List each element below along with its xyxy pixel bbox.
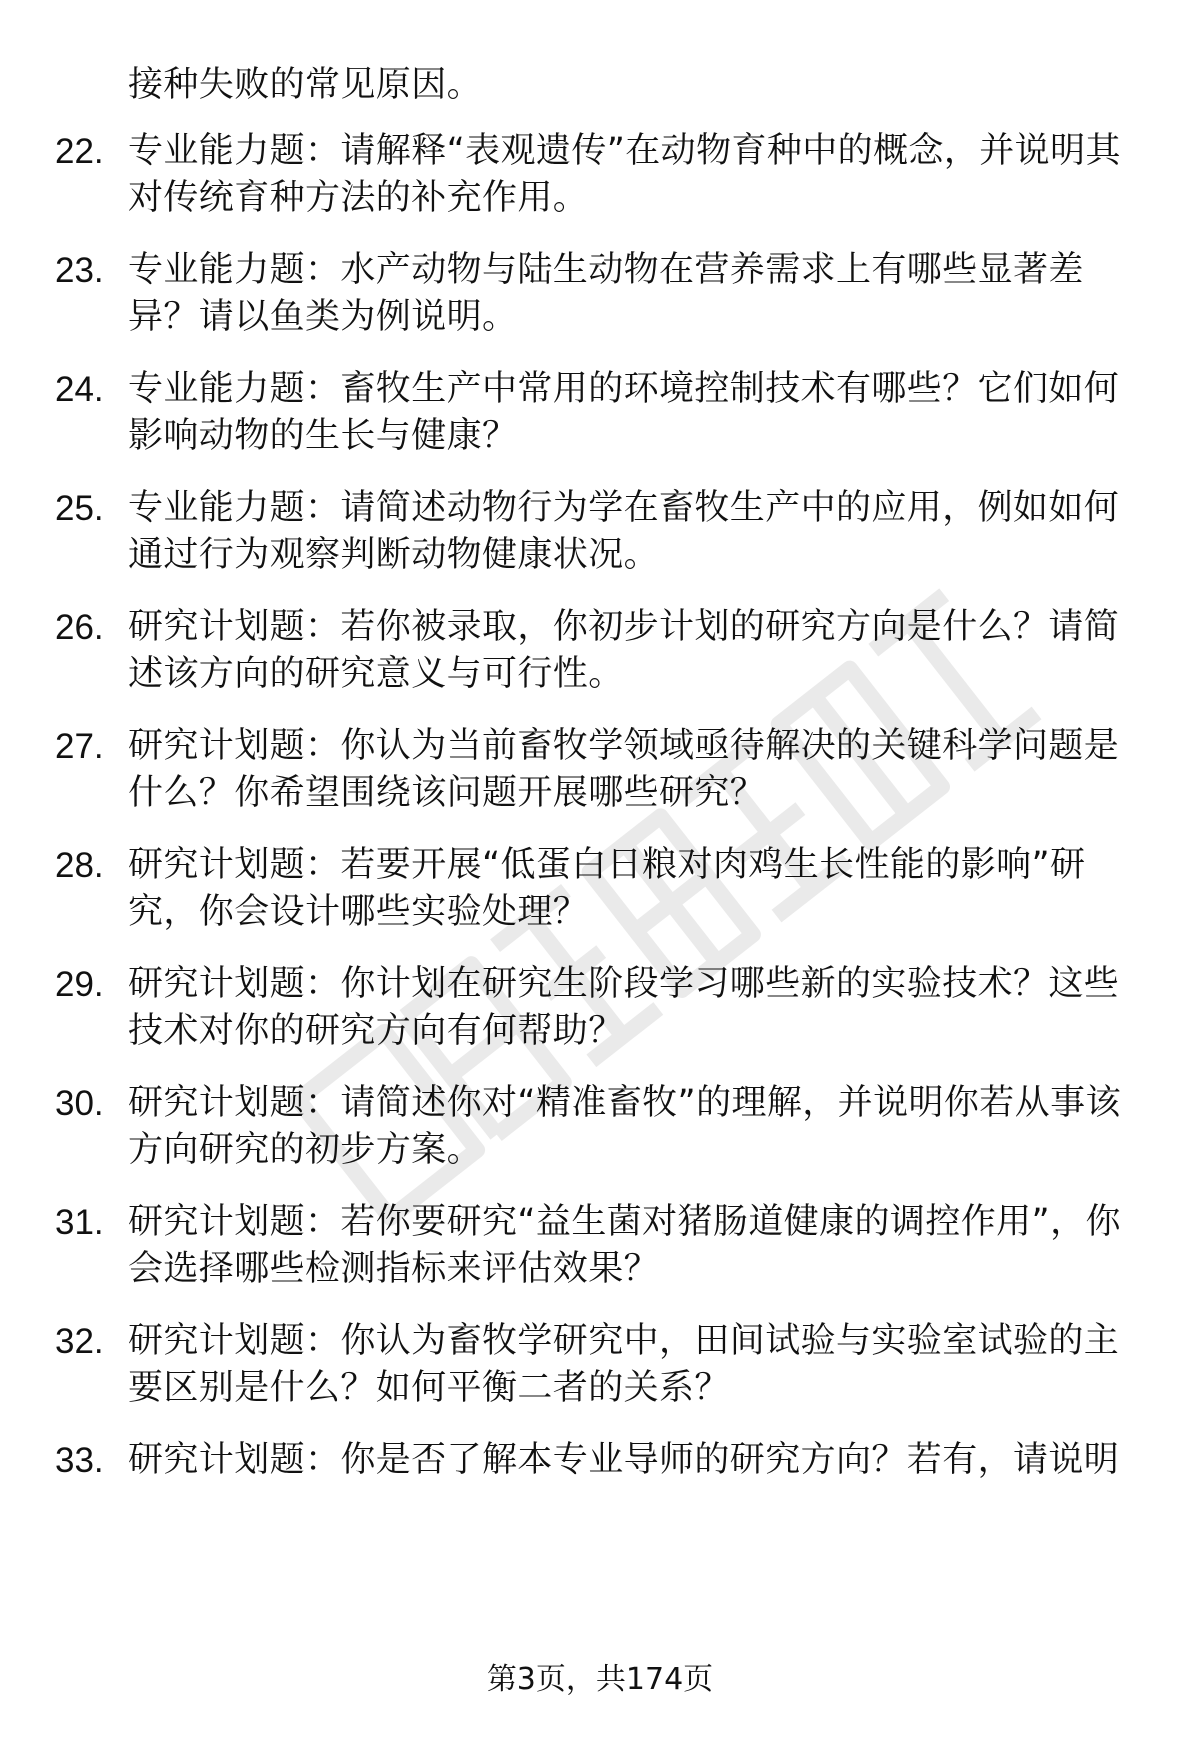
question-item [55, 247, 1145, 341]
continuation-text: 接种失败的常见原因。 [128, 65, 483, 105]
question-item [55, 1199, 1145, 1293]
question-text: 研究计划题：若要开展“低蛋白日粮对肉鸡生长性能的影响”研究，你会设计哪些实验处理？ [128, 845, 1086, 932]
question-number: 26. [55, 608, 104, 647]
question-text: 研究计划题：你认为畜牧学研究中，田间试验与实验室试验的主要区别是什么？如何平衡二者的关系？ [128, 1321, 1120, 1408]
question-text: 研究计划题：你计划在研究生阶段学习哪些新的实验技术？这些技术对你的研究方向有何帮助？ [128, 964, 1120, 1051]
question-number: 27. [55, 727, 104, 766]
question-text: 专业能力题：请解释“表观遗传”在动物育种中的概念，并说明其对传统育种方法的补充作用。 [128, 131, 1121, 218]
question-number: 29. [55, 965, 104, 1004]
question-number: 30. [55, 1084, 104, 1123]
question-text: 专业能力题：畜牧生产中常用的环境控制技术有哪些？它们如何影响动物的生长与健康？ [128, 369, 1120, 456]
question-item [55, 723, 1145, 817]
question-text: 研究计划题：若你要研究“益生菌对猪肠道健康的调控作用”，你会选择哪些检测指标来评估效果？ [128, 1202, 1121, 1289]
question-item [55, 1318, 1145, 1412]
question-text: 研究计划题：你认为当前畜牧学领域亟待解决的关键科学问题是什么？你希望围绕该问题开展哪些研究？ [128, 726, 1120, 813]
question-item [55, 961, 1145, 1055]
question-number: 25. [55, 489, 104, 528]
question-text: 研究计划题：请简述你对“精准畜牧”的理解，并说明你若从事该方向研究的初步方案。 [128, 1083, 1121, 1170]
question-text: 研究计划题：你是否了解本专业导师的研究方向？若有，请说明 [128, 1440, 1120, 1480]
question-item [55, 1437, 1145, 1484]
question-item [55, 604, 1145, 698]
question-number: 24. [55, 370, 104, 409]
question-text: 专业能力题：请简述动物行为学在畜牧生产中的应用，例如如何通过行为观察判断动物健康状况。 [128, 488, 1120, 575]
question-item [55, 1080, 1145, 1174]
question-number: 23. [55, 251, 104, 290]
page-footer: 第3页，共174页 [486, 1662, 714, 1697]
question-item [55, 485, 1145, 579]
question-item [55, 842, 1145, 936]
question-number: 32. [55, 1322, 104, 1361]
question-item [55, 366, 1145, 460]
question-text: 研究计划题：若你被录取，你初步计划的研究方向是什么？请简述该方向的研究意义与可行性。 [128, 607, 1120, 694]
question-number: 22. [55, 132, 104, 171]
question-item [55, 128, 1145, 222]
question-text: 专业能力题：水产动物与陆生动物在营养需求上有哪些显著差异？请以鱼类为例说明。 [128, 250, 1084, 337]
question-number: 33. [55, 1441, 104, 1480]
question-number: 28. [55, 846, 104, 885]
question-number: 31. [55, 1203, 104, 1242]
